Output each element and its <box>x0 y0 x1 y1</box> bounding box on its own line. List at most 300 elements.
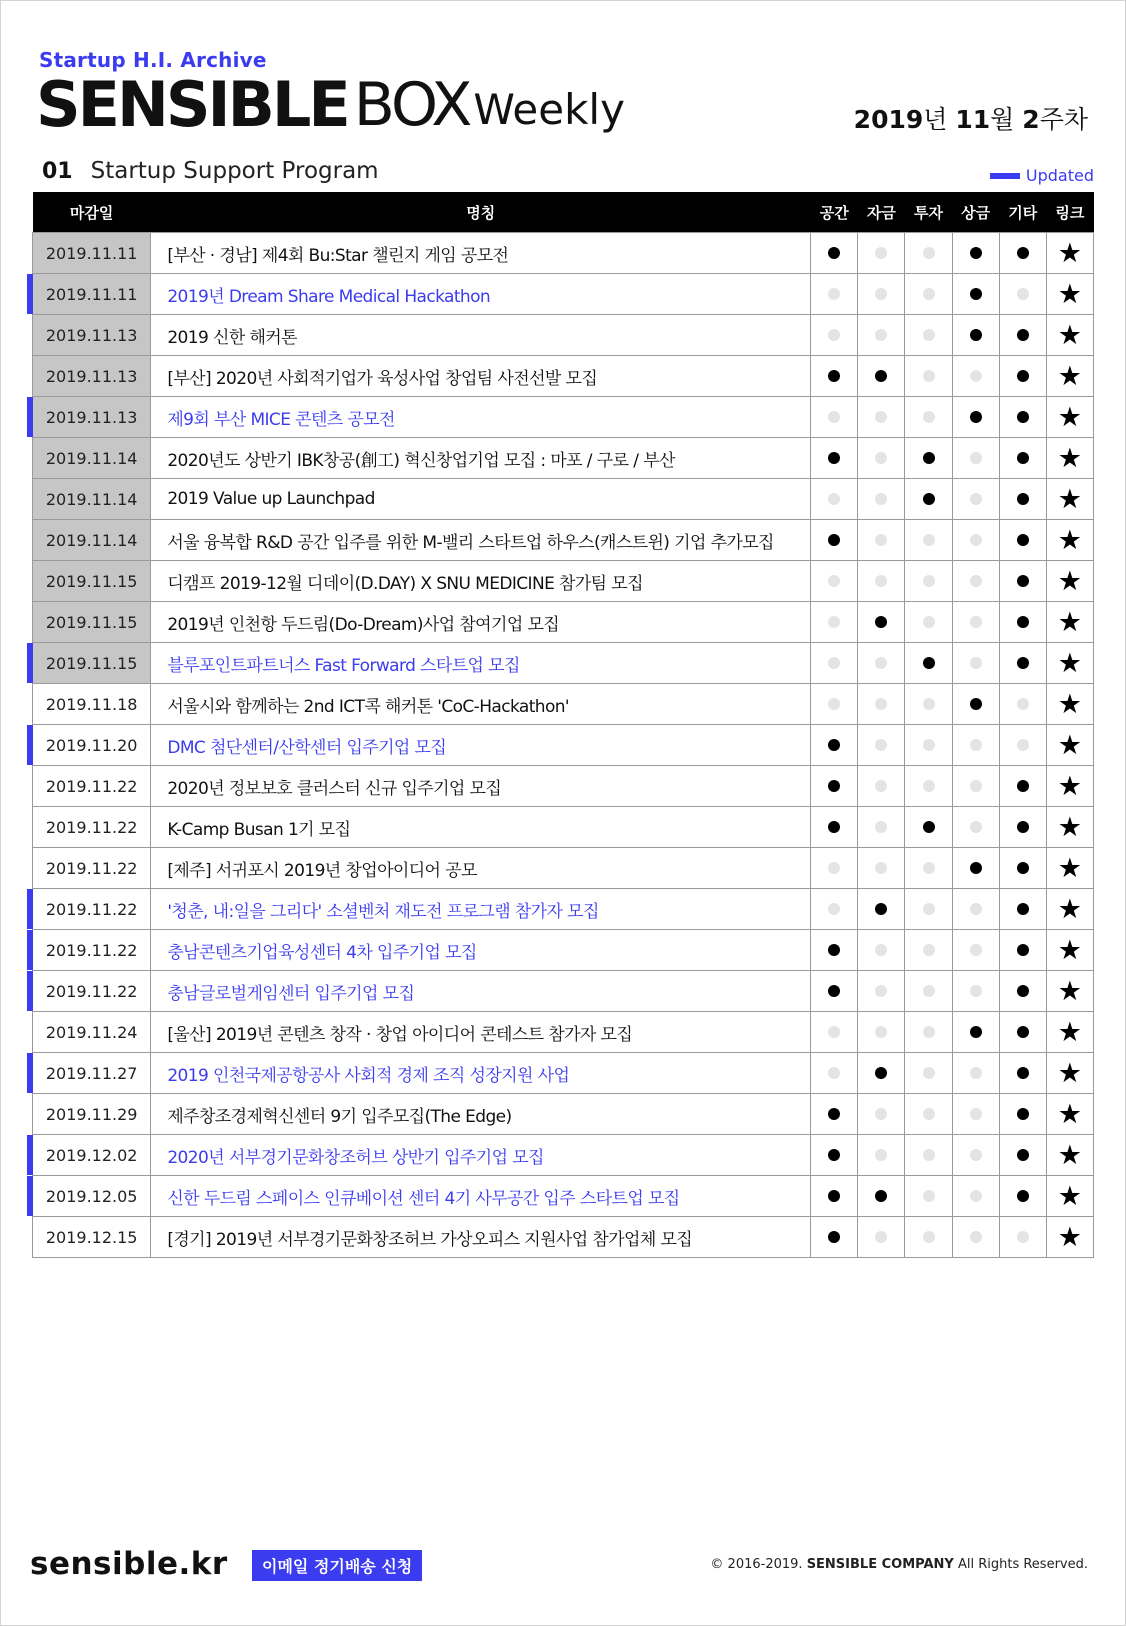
header-investment: 투자 <box>905 192 952 233</box>
empty-dot-icon <box>970 534 982 546</box>
program-name-cell: 블루포인트파트너스 Fast Forward 스타트업 모집 <box>151 643 811 684</box>
link-cell[interactable] <box>1046 397 1093 438</box>
empty-dot-icon <box>828 329 840 341</box>
filled-dot-icon <box>1017 616 1029 628</box>
empty-dot-icon <box>875 698 887 710</box>
star-link-icon[interactable]: ★ <box>1057 1180 1083 1212</box>
link-cell[interactable] <box>1046 602 1093 643</box>
empty-dot-icon <box>875 944 887 956</box>
star-link-icon[interactable]: ★ <box>1057 1057 1083 1089</box>
investment-cell <box>905 1012 952 1053</box>
table-body <box>33 233 1094 1258</box>
filled-dot-icon <box>1017 534 1029 546</box>
space-cell <box>811 1094 858 1135</box>
other-cell <box>999 315 1046 356</box>
footer-site-logo[interactable]: sensible.kr <box>30 1546 228 1582</box>
filled-dot-icon <box>828 1190 840 1202</box>
star-link-icon[interactable]: ★ <box>1057 401 1083 433</box>
empty-dot-icon <box>875 1108 887 1120</box>
filled-dot-icon <box>1017 1067 1029 1079</box>
empty-dot-icon <box>970 657 982 669</box>
prize-cell <box>952 520 999 561</box>
star-link-icon[interactable]: ★ <box>1057 442 1083 474</box>
filled-dot-icon <box>1017 657 1029 669</box>
filled-dot-icon <box>1017 370 1029 382</box>
funding-cell <box>858 233 905 274</box>
table-row <box>33 356 1094 397</box>
link-cell[interactable] <box>1046 1176 1093 1217</box>
space-cell <box>811 930 858 971</box>
investment-cell <box>905 725 952 766</box>
program-name-cell: 충남콘텐츠기업육성센터 4차 입주기업 모집 <box>151 930 811 971</box>
empty-dot-icon <box>923 411 935 423</box>
link-cell[interactable] <box>1046 315 1093 356</box>
investment-cell <box>905 315 952 356</box>
link-cell[interactable] <box>1046 930 1093 971</box>
deadline-cell: 2019.11.11 <box>33 274 151 315</box>
link-cell[interactable] <box>1046 438 1093 479</box>
other-cell <box>999 971 1046 1012</box>
table-row <box>33 561 1094 602</box>
link-cell[interactable] <box>1046 643 1093 684</box>
empty-dot-icon <box>875 739 887 751</box>
filled-dot-icon <box>1017 1149 1029 1161</box>
empty-dot-icon <box>1017 739 1029 751</box>
empty-dot-icon <box>970 1149 982 1161</box>
filled-dot-icon <box>828 780 840 792</box>
other-cell <box>999 561 1046 602</box>
filled-dot-icon <box>828 370 840 382</box>
investment-cell <box>905 356 952 397</box>
investment-cell <box>905 684 952 725</box>
filled-dot-icon <box>1017 985 1029 997</box>
week-unit: 주차 <box>1039 105 1088 134</box>
program-name-cell: [제주] 서귀포시 2019년 창업아이디어 공모 <box>151 848 811 889</box>
deadline-cell: 2019.11.15 <box>33 643 151 684</box>
filled-dot-icon <box>828 247 840 259</box>
empty-dot-icon <box>970 1108 982 1120</box>
empty-dot-icon <box>875 493 887 505</box>
other-cell <box>999 1053 1046 1094</box>
filled-dot-icon <box>1017 575 1029 587</box>
empty-dot-icon <box>828 411 840 423</box>
funding-cell <box>858 1094 905 1135</box>
empty-dot-icon <box>923 1231 935 1243</box>
updated-legend-bar <box>990 173 1020 179</box>
empty-dot-icon <box>923 903 935 915</box>
investment-cell <box>905 1176 952 1217</box>
other-cell <box>999 848 1046 889</box>
table-row <box>33 602 1094 643</box>
filled-dot-icon <box>1017 411 1029 423</box>
table-row <box>33 1176 1094 1217</box>
link-cell[interactable] <box>1046 684 1093 725</box>
space-cell <box>811 1053 858 1094</box>
funding-cell <box>858 561 905 602</box>
deadline-cell: 2019.11.22 <box>33 766 151 807</box>
header-prize: 상금 <box>952 192 999 233</box>
program-name-cell: 신한 두드림 스페이스 인큐베이션 센터 4기 사무공간 입주 스타트업 모집 <box>151 1176 811 1217</box>
deadline-cell: 2019.11.22 <box>33 889 151 930</box>
section-title: Startup Support Program <box>90 158 379 184</box>
star-link-icon[interactable]: ★ <box>1057 606 1083 638</box>
deadline-cell: 2019.11.22 <box>33 848 151 889</box>
logo-weekly: Weekly <box>473 85 625 134</box>
link-cell[interactable] <box>1046 356 1093 397</box>
other-cell <box>999 479 1046 520</box>
space-cell <box>811 971 858 1012</box>
deadline-cell: 2019.11.27 <box>33 1053 151 1094</box>
filled-dot-icon <box>875 1190 887 1202</box>
star-link-icon[interactable]: ★ <box>1057 729 1083 761</box>
filled-dot-icon <box>828 944 840 956</box>
deadline-cell: 2019.12.15 <box>33 1217 151 1258</box>
space-cell <box>811 520 858 561</box>
link-cell[interactable] <box>1046 889 1093 930</box>
other-cell <box>999 1012 1046 1053</box>
table-row <box>33 643 1094 684</box>
link-cell[interactable] <box>1046 725 1093 766</box>
funding-cell <box>858 807 905 848</box>
deadline-cell: 2019.11.14 <box>33 479 151 520</box>
deadline-cell: 2019.11.13 <box>33 315 151 356</box>
prize-cell <box>952 807 999 848</box>
investment-cell <box>905 397 952 438</box>
other-cell <box>999 1176 1046 1217</box>
deadline-cell: 2019.11.14 <box>33 520 151 561</box>
filled-dot-icon <box>828 534 840 546</box>
space-cell <box>811 643 858 684</box>
star-link-icon[interactable]: ★ <box>1057 278 1083 310</box>
week-label <box>854 100 1088 136</box>
table-row <box>33 848 1094 889</box>
empty-dot-icon <box>875 575 887 587</box>
empty-dot-icon <box>875 780 887 792</box>
investment-cell <box>905 438 952 479</box>
filled-dot-icon <box>970 329 982 341</box>
prize-cell <box>952 1217 999 1258</box>
funding-cell <box>858 1053 905 1094</box>
link-cell[interactable] <box>1046 479 1093 520</box>
star-link-icon[interactable]: ★ <box>1057 1098 1083 1130</box>
filled-dot-icon <box>828 1231 840 1243</box>
other-cell <box>999 356 1046 397</box>
deadline-cell: 2019.11.22 <box>33 971 151 1012</box>
funding-cell <box>858 889 905 930</box>
link-cell[interactable] <box>1046 561 1093 602</box>
filled-dot-icon <box>1017 1026 1029 1038</box>
table-header-row <box>33 192 1094 233</box>
prize-cell <box>952 602 999 643</box>
filled-dot-icon <box>828 452 840 464</box>
investment-cell <box>905 807 952 848</box>
updated-legend-label: Updated <box>1025 166 1094 185</box>
program-name-cell: [부산] 2020년 사회적기업가 육성사업 창업팀 사전선발 모집 <box>151 356 811 397</box>
filled-dot-icon <box>923 452 935 464</box>
empty-dot-icon <box>970 903 982 915</box>
empty-dot-icon <box>828 493 840 505</box>
investment-cell <box>905 479 952 520</box>
link-cell[interactable] <box>1046 1094 1093 1135</box>
space-cell <box>811 1217 858 1258</box>
space-cell <box>811 684 858 725</box>
prize-cell <box>952 643 999 684</box>
filled-dot-icon <box>970 411 982 423</box>
space-cell <box>811 438 858 479</box>
star-link-icon[interactable]: ★ <box>1057 688 1083 720</box>
star-link-icon[interactable]: ★ <box>1057 565 1083 597</box>
filled-dot-icon <box>1017 247 1029 259</box>
other-cell <box>999 889 1046 930</box>
deadline-cell: 2019.11.20 <box>33 725 151 766</box>
deadline-cell: 2019.11.18 <box>33 684 151 725</box>
empty-dot-icon <box>875 1149 887 1161</box>
funding-cell <box>858 1176 905 1217</box>
empty-dot-icon <box>875 657 887 669</box>
prize-cell <box>952 438 999 479</box>
prize-cell <box>952 397 999 438</box>
link-cell[interactable] <box>1046 1012 1093 1053</box>
empty-dot-icon <box>828 657 840 669</box>
empty-dot-icon <box>875 862 887 874</box>
table-row <box>33 807 1094 848</box>
empty-dot-icon <box>828 1067 840 1079</box>
other-cell <box>999 766 1046 807</box>
empty-dot-icon <box>875 1026 887 1038</box>
table-row <box>33 725 1094 766</box>
prize-cell <box>952 561 999 602</box>
program-name-cell: 2020년 서부경기문화창조허브 상반기 입주기업 모집 <box>151 1135 811 1176</box>
prize-cell <box>952 1053 999 1094</box>
link-cell[interactable] <box>1046 807 1093 848</box>
star-link-icon[interactable]: ★ <box>1057 893 1083 925</box>
funding-cell <box>858 725 905 766</box>
filled-dot-icon <box>1017 862 1029 874</box>
filled-dot-icon <box>1017 452 1029 464</box>
link-cell[interactable] <box>1046 233 1093 274</box>
prize-cell <box>952 1135 999 1176</box>
program-name-cell: 서울 융복합 R&D 공간 입주를 위한 M-밸리 스타트업 하우스(캐스트윈) 기업 추가모집 <box>151 520 811 561</box>
funding-cell <box>858 315 905 356</box>
link-cell[interactable] <box>1046 1053 1093 1094</box>
funding-cell <box>858 930 905 971</box>
filled-dot-icon <box>828 1108 840 1120</box>
investment-cell <box>905 643 952 684</box>
prize-cell <box>952 684 999 725</box>
empty-dot-icon <box>923 944 935 956</box>
funding-cell <box>858 356 905 397</box>
funding-cell <box>858 602 905 643</box>
star-link-icon[interactable]: ★ <box>1057 1139 1083 1171</box>
space-cell <box>811 1135 858 1176</box>
funding-cell <box>858 1012 905 1053</box>
star-link-icon[interactable]: ★ <box>1057 319 1083 351</box>
empty-dot-icon <box>923 370 935 382</box>
program-name-cell: 서울시와 함께하는 2nd ICT콕 해커톤 'CoC-Hackathon' <box>151 684 811 725</box>
space-cell <box>811 397 858 438</box>
empty-dot-icon <box>923 862 935 874</box>
filled-dot-icon <box>1017 903 1029 915</box>
header-other: 기타 <box>999 192 1046 233</box>
other-cell <box>999 807 1046 848</box>
program-name-cell: 2020년도 상반기 IBK창공(創工) 혁신창업기업 모집 : 마포 / 구로 / 부산 <box>151 438 811 479</box>
filled-dot-icon <box>828 1149 840 1161</box>
other-cell <box>999 274 1046 315</box>
table-row <box>33 315 1094 356</box>
other-cell <box>999 438 1046 479</box>
link-cell[interactable] <box>1046 766 1093 807</box>
empty-dot-icon <box>923 1190 935 1202</box>
funding-cell <box>858 397 905 438</box>
space-cell <box>811 807 858 848</box>
table-row <box>33 1053 1094 1094</box>
header-space: 공간 <box>811 192 858 233</box>
program-name-cell: 2019년 인천항 두드림(Do-Dream)사업 참여기업 모집 <box>151 602 811 643</box>
link-cell[interactable] <box>1046 1217 1093 1258</box>
link-cell[interactable] <box>1046 520 1093 561</box>
empty-dot-icon <box>875 985 887 997</box>
program-name-cell: 제9회 부산 MICE 콘텐츠 공모전 <box>151 397 811 438</box>
empty-dot-icon <box>970 944 982 956</box>
empty-dot-icon <box>923 534 935 546</box>
investment-cell <box>905 971 952 1012</box>
funding-cell <box>858 479 905 520</box>
filled-dot-icon <box>875 616 887 628</box>
copyright-rights: All Rights Reserved. <box>957 1557 1088 1572</box>
space-cell <box>811 1012 858 1053</box>
deadline-cell: 2019.11.29 <box>33 1094 151 1135</box>
header-deadline: 마감일 <box>33 192 151 233</box>
prize-cell <box>952 889 999 930</box>
star-link-icon[interactable]: ★ <box>1057 852 1083 884</box>
other-cell <box>999 1094 1046 1135</box>
star-link-icon[interactable]: ★ <box>1057 237 1083 269</box>
empty-dot-icon <box>970 821 982 833</box>
program-name-cell: 제주창조경제혁신센터 9기 입주모집(The Edge) <box>151 1094 811 1135</box>
funding-cell <box>858 1135 905 1176</box>
star-link-icon[interactable]: ★ <box>1057 770 1083 802</box>
space-cell <box>811 356 858 397</box>
filled-dot-icon <box>923 657 935 669</box>
star-link-icon[interactable]: ★ <box>1057 811 1083 843</box>
filled-dot-icon <box>970 862 982 874</box>
filled-dot-icon <box>1017 1108 1029 1120</box>
other-cell <box>999 520 1046 561</box>
prize-cell <box>952 848 999 889</box>
deadline-cell: 2019.12.05 <box>33 1176 151 1217</box>
space-cell <box>811 848 858 889</box>
table-row <box>33 233 1094 274</box>
program-name-cell: 2019 신한 해커톤 <box>151 315 811 356</box>
star-link-icon[interactable]: ★ <box>1057 934 1083 966</box>
other-cell <box>999 397 1046 438</box>
empty-dot-icon <box>923 247 935 259</box>
empty-dot-icon <box>970 1231 982 1243</box>
empty-dot-icon <box>923 288 935 300</box>
link-cell[interactable] <box>1046 274 1093 315</box>
empty-dot-icon <box>970 370 982 382</box>
star-link-icon[interactable]: ★ <box>1057 360 1083 392</box>
space-cell <box>811 479 858 520</box>
prize-cell <box>952 1176 999 1217</box>
star-link-icon[interactable]: ★ <box>1057 524 1083 556</box>
empty-dot-icon <box>875 821 887 833</box>
link-cell[interactable] <box>1046 1135 1093 1176</box>
link-cell[interactable] <box>1046 848 1093 889</box>
program-name-cell: [부산 · 경남] 제4회 Bu:Star 챌린지 게임 공모전 <box>151 233 811 274</box>
deadline-cell: 2019.11.22 <box>33 807 151 848</box>
table-row <box>33 971 1094 1012</box>
space-cell <box>811 602 858 643</box>
star-link-icon[interactable]: ★ <box>1057 647 1083 679</box>
investment-cell <box>905 561 952 602</box>
empty-dot-icon <box>828 862 840 874</box>
table-row <box>33 438 1094 479</box>
deadline-cell: 2019.11.15 <box>33 602 151 643</box>
investment-cell <box>905 233 952 274</box>
filled-dot-icon <box>828 985 840 997</box>
program-name-cell: [울산] 2019년 콘텐츠 창작 · 창업 아이디어 콘테스트 참가자 모집 <box>151 1012 811 1053</box>
empty-dot-icon <box>923 575 935 587</box>
deadline-cell: 2019.11.11 <box>33 233 151 274</box>
empty-dot-icon <box>970 739 982 751</box>
empty-dot-icon <box>970 493 982 505</box>
empty-dot-icon <box>828 575 840 587</box>
logo[interactable] <box>36 68 625 141</box>
funding-cell <box>858 274 905 315</box>
other-cell <box>999 684 1046 725</box>
star-link-icon[interactable]: ★ <box>1057 975 1083 1007</box>
other-cell <box>999 602 1046 643</box>
empty-dot-icon <box>828 288 840 300</box>
table-row <box>33 930 1094 971</box>
program-name-cell: 2019년 Dream Share Medical Hackathon <box>151 274 811 315</box>
investment-cell <box>905 930 952 971</box>
other-cell <box>999 1135 1046 1176</box>
filled-dot-icon <box>1017 944 1029 956</box>
section-heading <box>42 158 379 184</box>
program-name-cell: 2020년 정보보호 클러스터 신규 입주기업 모집 <box>151 766 811 807</box>
empty-dot-icon <box>970 1067 982 1079</box>
empty-dot-icon <box>875 411 887 423</box>
funding-cell <box>858 848 905 889</box>
empty-dot-icon <box>1017 698 1029 710</box>
empty-dot-icon <box>875 329 887 341</box>
star-link-icon[interactable]: ★ <box>1057 1221 1083 1253</box>
empty-dot-icon <box>970 616 982 628</box>
empty-dot-icon <box>923 1026 935 1038</box>
copyright-prefix: © 2016-2019. <box>710 1557 803 1572</box>
header-funding: 자금 <box>858 192 905 233</box>
week-month-unit: 월 <box>990 105 1015 134</box>
empty-dot-icon <box>875 1231 887 1243</box>
prize-cell <box>952 479 999 520</box>
table-row <box>33 1217 1094 1258</box>
star-link-icon[interactable]: ★ <box>1057 483 1083 515</box>
table-row <box>33 274 1094 315</box>
empty-dot-icon <box>970 452 982 464</box>
prize-cell <box>952 356 999 397</box>
link-cell[interactable] <box>1046 971 1093 1012</box>
star-link-icon[interactable]: ★ <box>1057 1016 1083 1048</box>
funding-cell <box>858 520 905 561</box>
empty-dot-icon <box>1017 288 1029 300</box>
table-row <box>33 1094 1094 1135</box>
deadline-cell: 2019.12.02 <box>33 1135 151 1176</box>
deadline-cell: 2019.11.13 <box>33 356 151 397</box>
table-row <box>33 766 1094 807</box>
newsletter-signup-button[interactable]: 이메일 정기배송 신청 <box>252 1550 422 1581</box>
